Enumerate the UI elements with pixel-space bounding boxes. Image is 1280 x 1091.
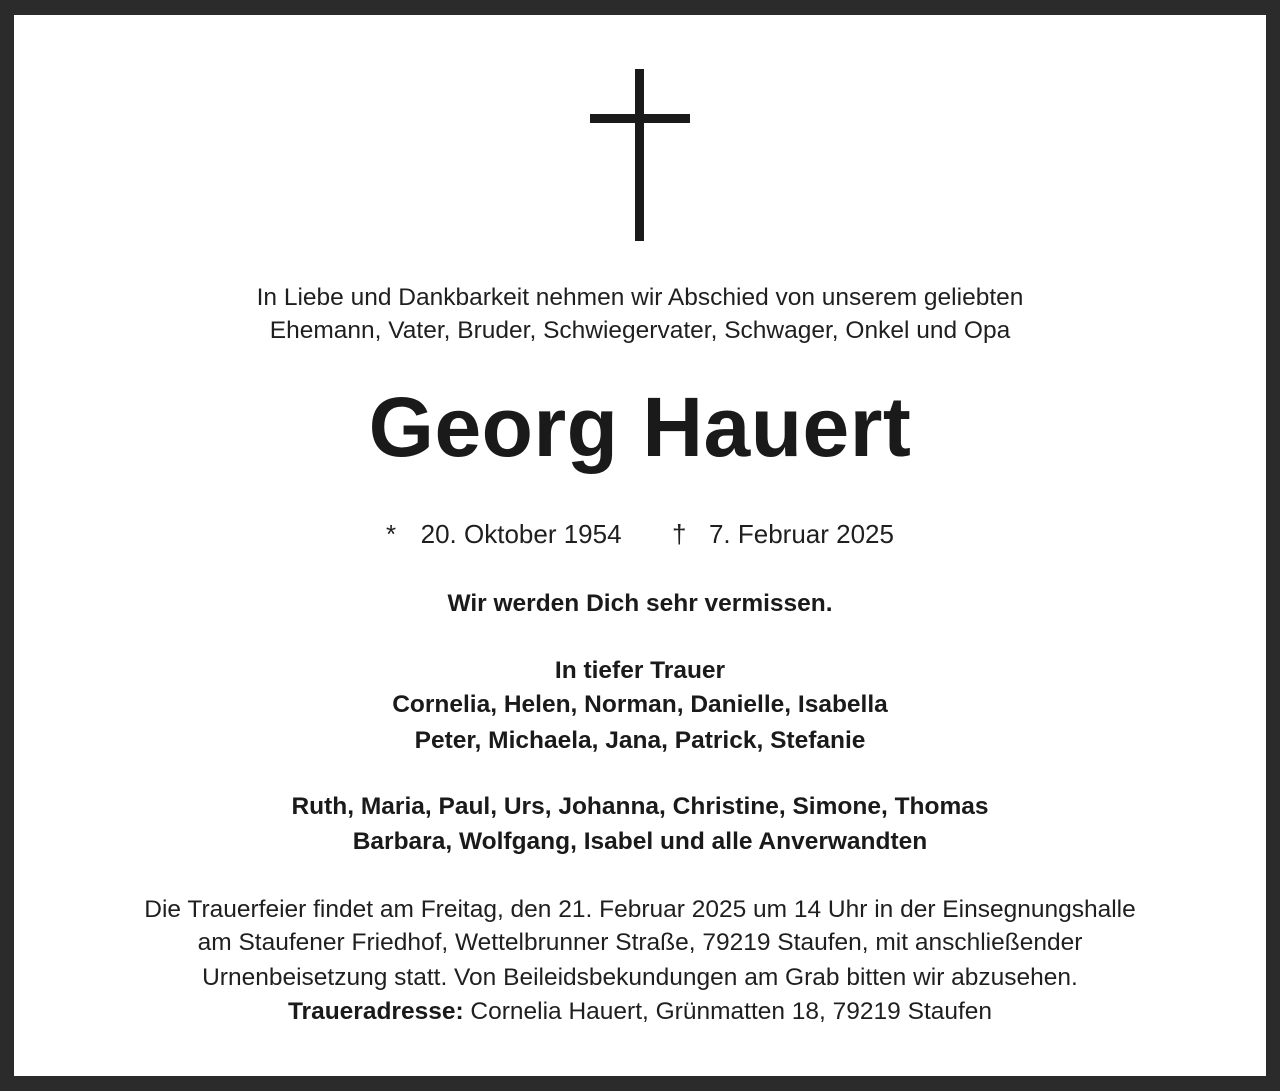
life-dates: [14, 517, 1266, 551]
birth-date: 20. Oktober 1954: [420, 519, 622, 549]
death-date: 7. Februar 2025: [708, 519, 894, 549]
service-line-1: Die Trauerfeier findet am Freitag, den 21. Februar 2025 um 14 Uhr in der Einsegnungshalle: [144, 896, 1136, 923]
obituary-notice: [14, 15, 1266, 1076]
death-symbol: †: [672, 519, 687, 549]
intro-line-2: Ehemann, Vater, Bruder, Schwiegervater, Schwager, Onkel und Opa: [269, 317, 1011, 344]
address-value: Cornelia Hauert, Grünmatten 18, 79219 Staufen: [463, 998, 993, 1025]
mourners-line-1: Cornelia, Helen, Norman, Danielle, Isabella: [392, 691, 888, 718]
farewell-line: Wir werden Dich sehr vermissen.: [447, 590, 833, 617]
service-line-3: Urnenbeisetzung statt. Von Beileidsbekundungen am Grab bitten wir abzusehen.: [202, 964, 1078, 991]
birth-symbol: *: [386, 519, 397, 549]
mourning-heading: In tiefer Trauer: [554, 657, 726, 684]
mourners-line-4: Barbara, Wolfgang, Isabel und alle Anverwandten: [352, 828, 928, 855]
intro-line-1: In Liebe und Dankbarkeit nehmen wir Abschied von unserem geliebten: [256, 284, 1024, 311]
mourning-address: [14, 995, 1266, 1028]
mourners-line-3: Ruth, Maria, Paul, Urs, Johanna, Christine, Simone, Thomas: [291, 793, 989, 820]
address-label: Traueradresse:: [287, 998, 464, 1025]
deceased-name: Georg Hauert: [368, 380, 912, 474]
mourners-line-2: Peter, Michaela, Jana, Patrick, Stefanie: [414, 727, 866, 754]
cross-icon: [590, 69, 690, 241]
service-line-2: am Staufener Friedhof, Wettelbrunner Straße, 79219 Staufen, mit anschließender: [197, 929, 1083, 956]
